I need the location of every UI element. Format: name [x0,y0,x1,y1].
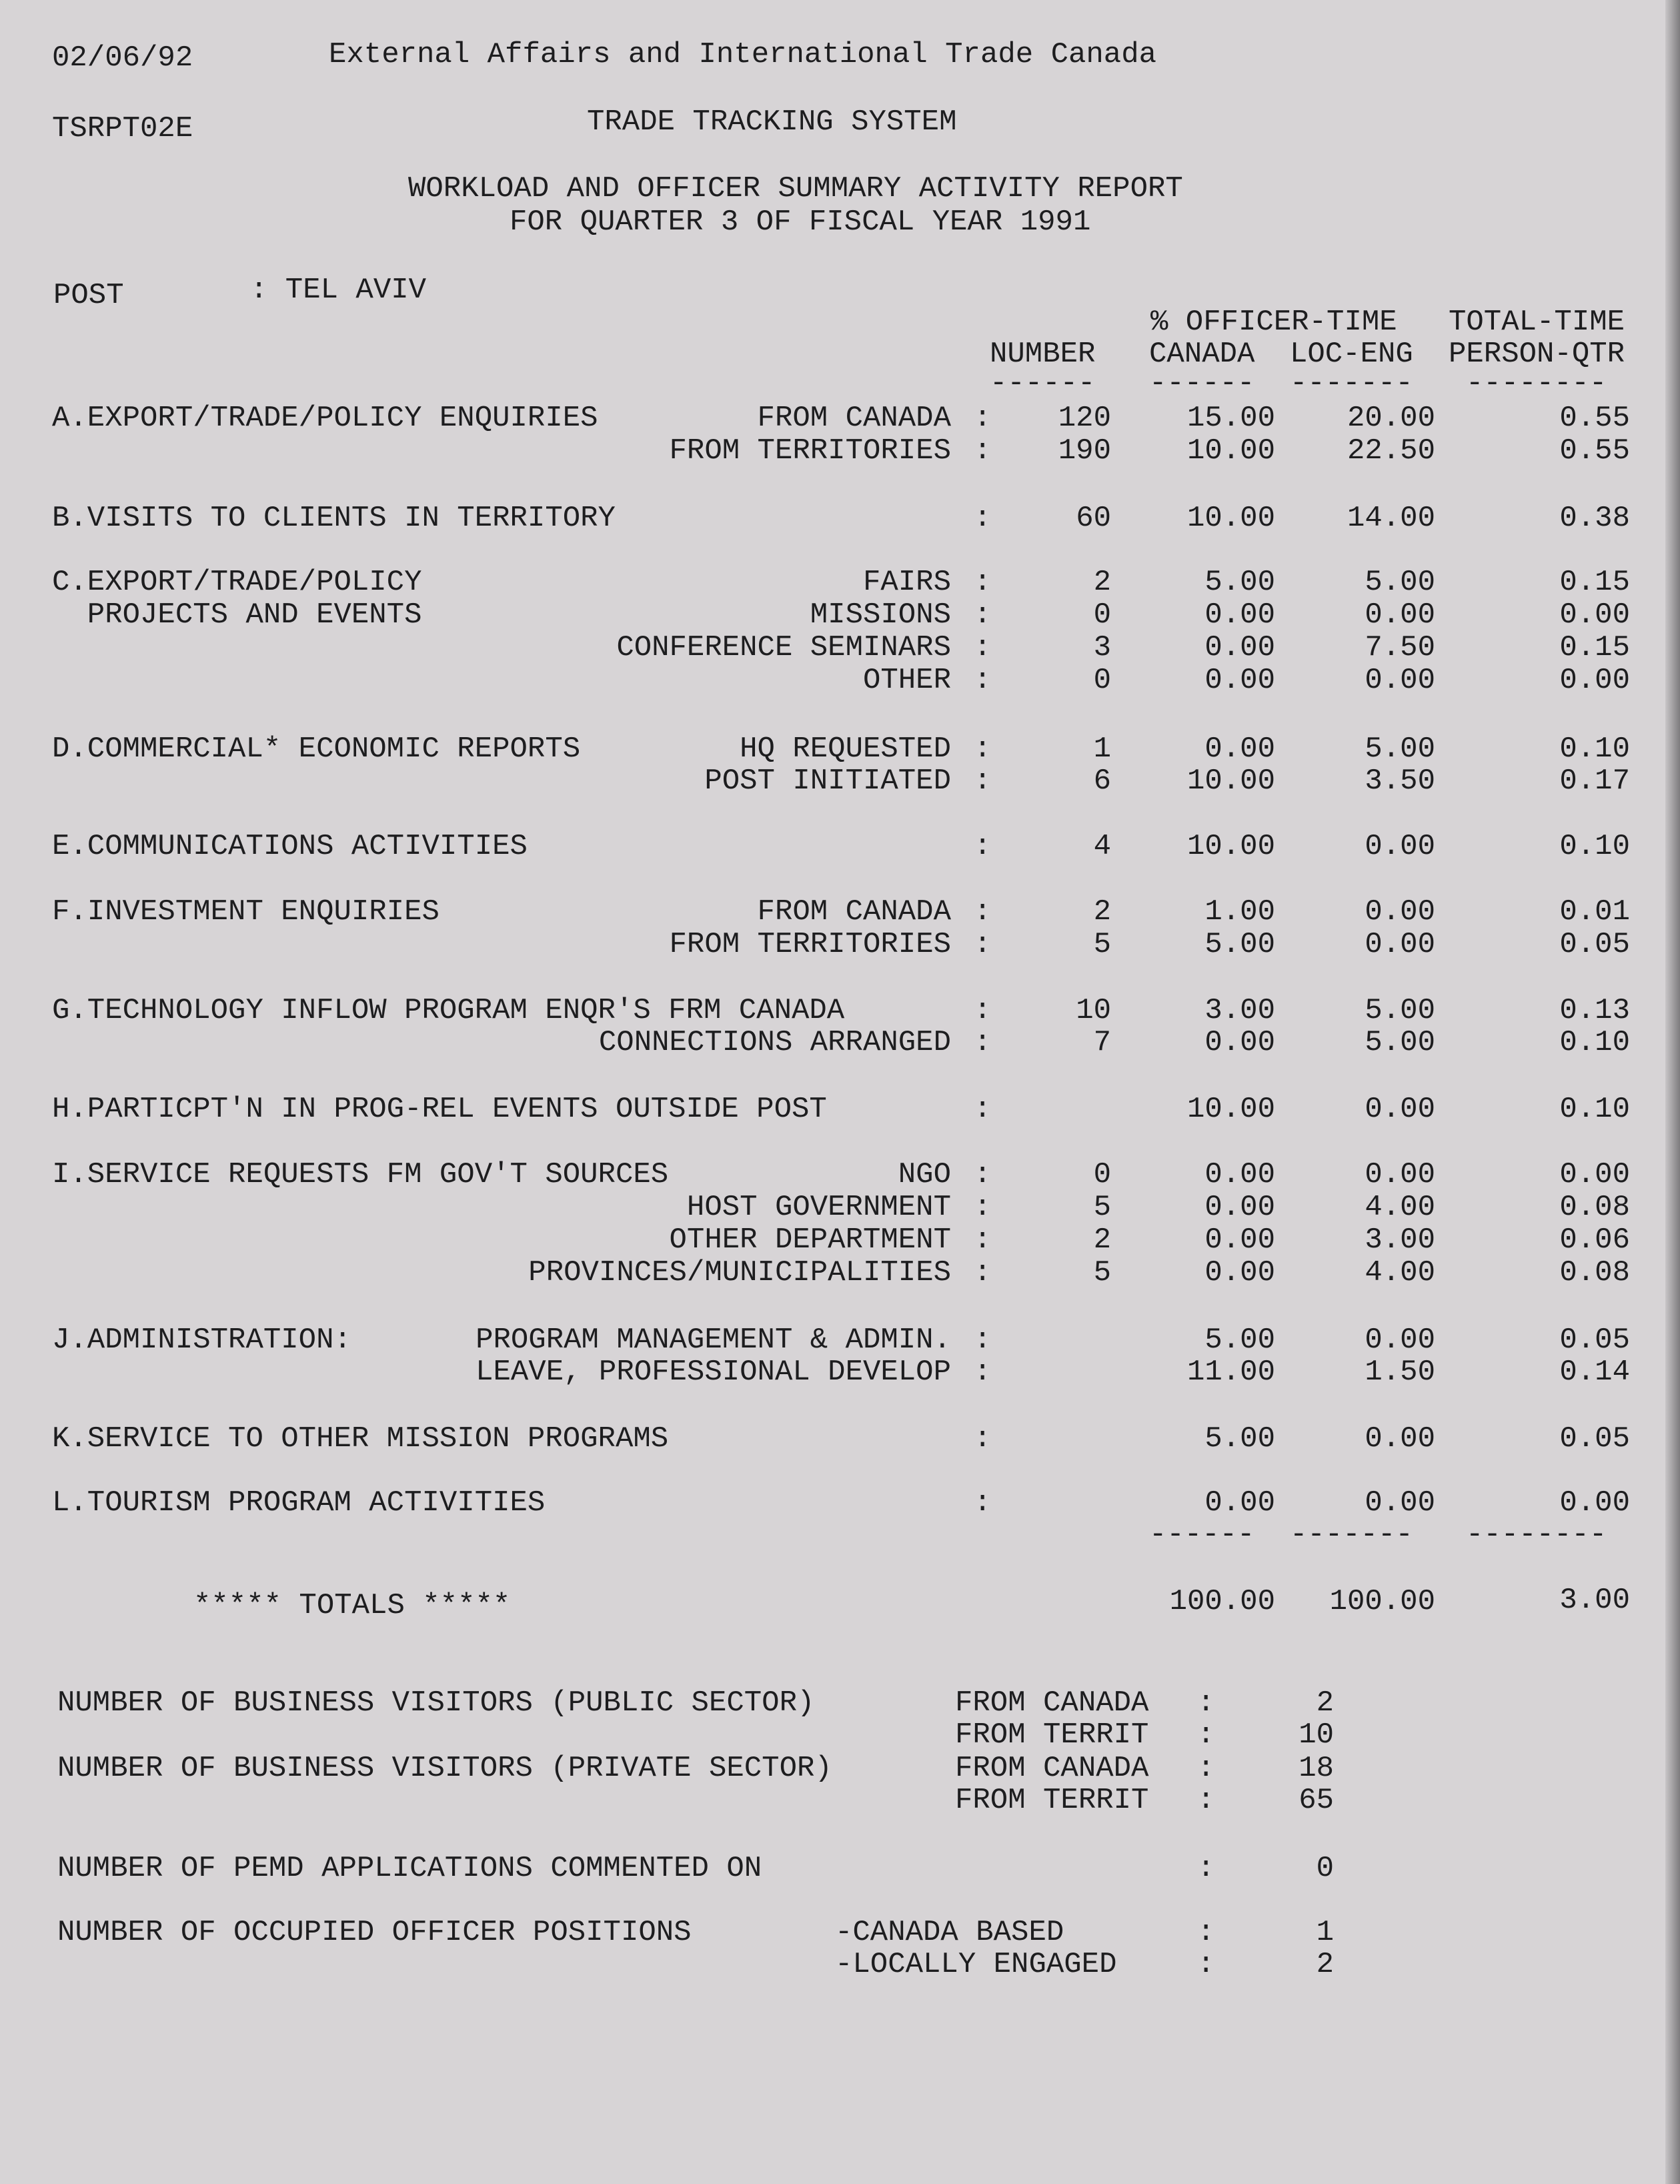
row-canada: 0.00 [1204,1486,1275,1520]
col-personqtr-header: PERSON-QTR [1449,338,1625,371]
row-personqtr: 0.00 [1559,1158,1630,1191]
row-section-label: C.EXPORT/TRADE/POLICY [52,566,422,599]
row-canada: 10.00 [1186,502,1275,535]
row-sub-label: OTHER DEPARTMENT [669,1223,951,1257]
row-section-label: A.EXPORT/TRADE/POLICY ENQUIRIES [52,402,598,435]
footer-sub-label: FROM TERRIT [955,1784,1149,1817]
row-sub-label: MISSIONS [810,598,951,632]
row-section-label: H.PARTICPT'N IN PROG-REL EVENTS OUTSIDE POST [52,1093,827,1126]
row-personqtr: 0.08 [1559,1256,1630,1289]
row-loceng: 14.00 [1347,502,1435,535]
row-loceng: 0.00 [1365,1158,1435,1191]
footer-value: 2 [1316,1948,1334,1981]
totals-canada: 100.00 [1169,1585,1275,1618]
footer-colon: : [1197,1852,1215,1885]
row-canada: 0.00 [1204,631,1275,664]
col-canada-underline: ------ [1149,367,1255,400]
row-canada: 0.00 [1204,1026,1275,1059]
row-loceng: 3.50 [1365,764,1435,798]
row-section-label: I.SERVICE REQUESTS FM GOV'T SOURCES [52,1158,669,1191]
row-loceng: 3.00 [1365,1223,1435,1257]
row-colon: : [974,664,992,697]
row-section-label: PROJECTS AND EVENTS [52,598,422,632]
row-personqtr: 0.15 [1559,566,1630,599]
row-number: 3 [1093,631,1111,664]
row-canada: 0.00 [1204,598,1275,632]
row-colon: : [974,764,992,798]
post-label: POST [53,279,124,312]
row-sub-label: HOST GOVERNMENT [686,1191,951,1224]
row-canada: 0.00 [1204,664,1275,697]
row-canada: 5.00 [1204,928,1275,961]
row-personqtr: 0.00 [1559,664,1630,697]
row-colon: : [974,895,992,929]
row-colon: : [974,1158,992,1191]
totals-loceng-underline: ------- [1290,1518,1413,1552]
row-section-label: D.COMMERCIAL* ECONOMIC REPORTS [52,732,581,766]
row-personqtr: 0.06 [1559,1223,1630,1257]
row-colon: : [974,434,992,468]
row-colon: : [974,402,992,435]
report-code: TSRPT02E [52,112,193,145]
col-number-header: NUMBER [990,338,1096,371]
footer-sub-label: FROM CANADA [955,1752,1149,1785]
row-loceng: 0.00 [1365,928,1435,961]
footer-sub-label: -CANADA BASED [835,1916,1064,1949]
row-sub-label: HQ REQUESTED [740,732,951,766]
row-personqtr: 0.00 [1559,1486,1630,1520]
col-canada-header: CANADA [1149,338,1255,371]
row-loceng: 5.00 [1365,994,1435,1027]
row-colon: : [974,1486,992,1520]
row-personqtr: 0.55 [1559,434,1630,468]
row-number: 2 [1093,1223,1111,1257]
row-colon: : [974,1026,992,1059]
row-personqtr: 0.55 [1559,402,1630,435]
row-number: 5 [1093,1256,1111,1289]
row-sub-label: NGO [898,1158,951,1191]
row-section-label: E.COMMUNICATIONS ACTIVITIES [52,830,528,863]
row-number: 2 [1093,895,1111,929]
row-section-label: F.INVESTMENT ENQUIRIES [52,895,440,929]
row-colon: : [974,830,992,863]
row-colon: : [974,1093,992,1126]
row-number: 5 [1093,1191,1111,1224]
row-section-label: L.TOURISM PROGRAM ACTIVITIES [52,1486,546,1520]
organization-name: External Affairs and International Trade Canada [329,38,1157,71]
row-personqtr: 0.05 [1559,1323,1630,1357]
row-colon: : [974,928,992,961]
row-canada: 10.00 [1186,830,1275,863]
footer-sub-label: FROM TERRIT [955,1718,1149,1752]
row-loceng: 5.00 [1365,1026,1435,1059]
row-number: 190 [1058,434,1111,468]
row-canada: 3.00 [1204,994,1275,1027]
row-canada: 10.00 [1186,434,1275,468]
totals-loceng: 100.00 [1329,1585,1435,1618]
row-number: 1 [1093,732,1111,766]
footer-value: 65 [1299,1784,1334,1817]
row-canada: 1.00 [1204,895,1275,929]
row-personqtr: 0.10 [1559,830,1630,863]
row-personqtr: 0.38 [1559,502,1630,535]
row-loceng: 0.00 [1365,895,1435,929]
row-colon: : [974,1191,992,1224]
row-number: 10 [1076,994,1111,1027]
col-number-underline: ------ [990,367,1096,400]
row-sub-label: POST INITIATED [704,764,951,798]
col-loceng-header: LOC-ENG [1290,338,1413,371]
row-colon: : [974,1355,992,1389]
row-personqtr: 0.00 [1559,598,1630,632]
row-canada: 0.00 [1204,732,1275,766]
row-loceng: 20.00 [1347,402,1435,435]
footer-sub-label: -LOCALLY ENGAGED [835,1948,1117,1981]
footer-value: 0 [1316,1852,1334,1885]
row-colon: : [974,1223,992,1257]
footer-sub-label: FROM CANADA [955,1686,1149,1720]
row-number: 60 [1076,502,1111,535]
footer-colon: : [1197,1948,1215,1981]
row-canada: 0.00 [1204,1191,1275,1224]
footer-label: NUMBER OF BUSINESS VISITORS (PUBLIC SECTOR) [57,1686,815,1720]
row-sub-label: PROGRAM MANAGEMENT & ADMIN. [476,1323,951,1357]
totals-canada-underline: ------ [1149,1518,1255,1552]
row-number: 5 [1093,928,1111,961]
totals-label: ***** TOTALS ***** [193,1589,511,1622]
footer-label: NUMBER OF OCCUPIED OFFICER POSITIONS [57,1916,692,1949]
totals-personqtr-underline: -------- [1466,1518,1607,1552]
row-colon: : [974,502,992,535]
row-section-label: B.VISITS TO CLIENTS IN TERRITORY [52,502,616,535]
footer-colon: : [1197,1686,1215,1720]
footer-label: NUMBER OF BUSINESS VISITORS (PRIVATE SECTOR) [57,1752,832,1785]
row-loceng: 0.00 [1365,1486,1435,1520]
row-personqtr: 0.13 [1559,994,1630,1027]
col-loceng-underline: ------- [1290,367,1413,400]
row-loceng: 1.50 [1365,1355,1435,1389]
report-title-line1: WORKLOAD AND OFFICER SUMMARY ACTIVITY REPORT [408,172,1183,205]
totals-personqtr: 3.00 [1559,1584,1630,1617]
row-canada: 5.00 [1204,566,1275,599]
footer-value: 18 [1299,1752,1334,1785]
row-number: 2 [1093,566,1111,599]
footer-colon: : [1197,1784,1215,1817]
row-sub-label: CONNECTIONS ARRANGED [598,1026,951,1059]
row-loceng: 0.00 [1365,830,1435,863]
row-personqtr: 0.14 [1559,1355,1630,1389]
row-loceng: 5.00 [1365,566,1435,599]
footer-colon: : [1197,1718,1215,1752]
footer-label: NUMBER OF PEMD APPLICATIONS COMMENTED ON [57,1852,762,1885]
row-canada: 0.00 [1204,1158,1275,1191]
col-total-time-header: TOTAL-TIME [1449,306,1625,339]
row-canada: 15.00 [1186,402,1275,435]
row-loceng: 5.00 [1365,732,1435,766]
footer-colon: : [1197,1916,1215,1949]
row-personqtr: 0.17 [1559,764,1630,798]
report-date: 02/06/92 [52,41,193,75]
row-sub-label: PROVINCES/MUNICIPALITIES [528,1256,951,1289]
row-canada: 5.00 [1204,1422,1275,1456]
row-loceng: 4.00 [1365,1256,1435,1289]
row-sub-label: FROM CANADA [757,895,951,929]
row-canada: 5.00 [1204,1323,1275,1357]
row-personqtr: 0.08 [1559,1191,1630,1224]
row-canada: 0.00 [1204,1223,1275,1257]
row-section-label: J.ADMINISTRATION: [52,1323,351,1357]
row-number: 0 [1093,664,1111,697]
page-edge-shadow [1665,0,1680,2184]
footer-value: 1 [1316,1916,1334,1949]
post-value: : TEL AVIV [250,274,427,307]
row-colon: : [974,1323,992,1357]
row-personqtr: 0.15 [1559,631,1630,664]
row-number: 0 [1093,598,1111,632]
row-canada: 10.00 [1186,764,1275,798]
row-canada: 11.00 [1186,1355,1275,1389]
row-loceng: 4.00 [1365,1191,1435,1224]
row-personqtr: 0.10 [1559,1026,1630,1059]
system-name: TRADE TRACKING SYSTEM [587,105,957,139]
row-colon: : [974,994,992,1027]
row-loceng: 0.00 [1365,598,1435,632]
report-title-line2: FOR QUARTER 3 OF FISCAL YEAR 1991 [510,205,1091,239]
row-sub-label: FROM TERRITORIES [669,928,951,961]
row-loceng: 22.50 [1347,434,1435,468]
row-loceng: 0.00 [1365,1323,1435,1357]
row-colon: : [974,566,992,599]
footer-colon: : [1197,1752,1215,1785]
row-loceng: 0.00 [1365,1093,1435,1126]
row-loceng: 0.00 [1365,664,1435,697]
row-loceng: 7.50 [1365,631,1435,664]
row-sub-label: FROM TERRITORIES [669,434,951,468]
row-sub-label: LEAVE, PROFESSIONAL DEVELOP [476,1355,951,1389]
row-personqtr: 0.05 [1559,1422,1630,1456]
row-number: 120 [1058,402,1111,435]
footer-value: 10 [1299,1718,1334,1752]
row-colon: : [974,1422,992,1456]
row-sub-label: OTHER [862,664,951,697]
row-number: 7 [1093,1026,1111,1059]
row-number: 6 [1093,764,1111,798]
row-colon: : [974,1256,992,1289]
row-loceng: 0.00 [1365,1422,1435,1456]
col-personqtr-underline: -------- [1466,367,1607,400]
row-canada: 10.00 [1186,1093,1275,1126]
footer-value: 2 [1316,1686,1334,1720]
row-personqtr: 0.05 [1559,928,1630,961]
row-section-label: G.TECHNOLOGY INFLOW PROGRAM ENQR'S FRM CANADA [52,994,845,1027]
row-colon: : [974,598,992,632]
row-number: 0 [1093,1158,1111,1191]
row-canada: 0.00 [1204,1256,1275,1289]
col-officer-time-header: % OFFICER-TIME [1150,306,1397,339]
row-personqtr: 0.10 [1559,1093,1630,1126]
row-colon: : [974,631,992,664]
row-sub-label: FAIRS [862,566,951,599]
row-personqtr: 0.01 [1559,895,1630,929]
row-personqtr: 0.10 [1559,732,1630,766]
row-section-label: K.SERVICE TO OTHER MISSION PROGRAMS [52,1422,669,1456]
row-number: 4 [1093,830,1111,863]
row-sub-label: CONFERENCE SEMINARS [616,631,951,664]
row-sub-label: FROM CANADA [757,402,951,435]
row-colon: : [974,732,992,766]
